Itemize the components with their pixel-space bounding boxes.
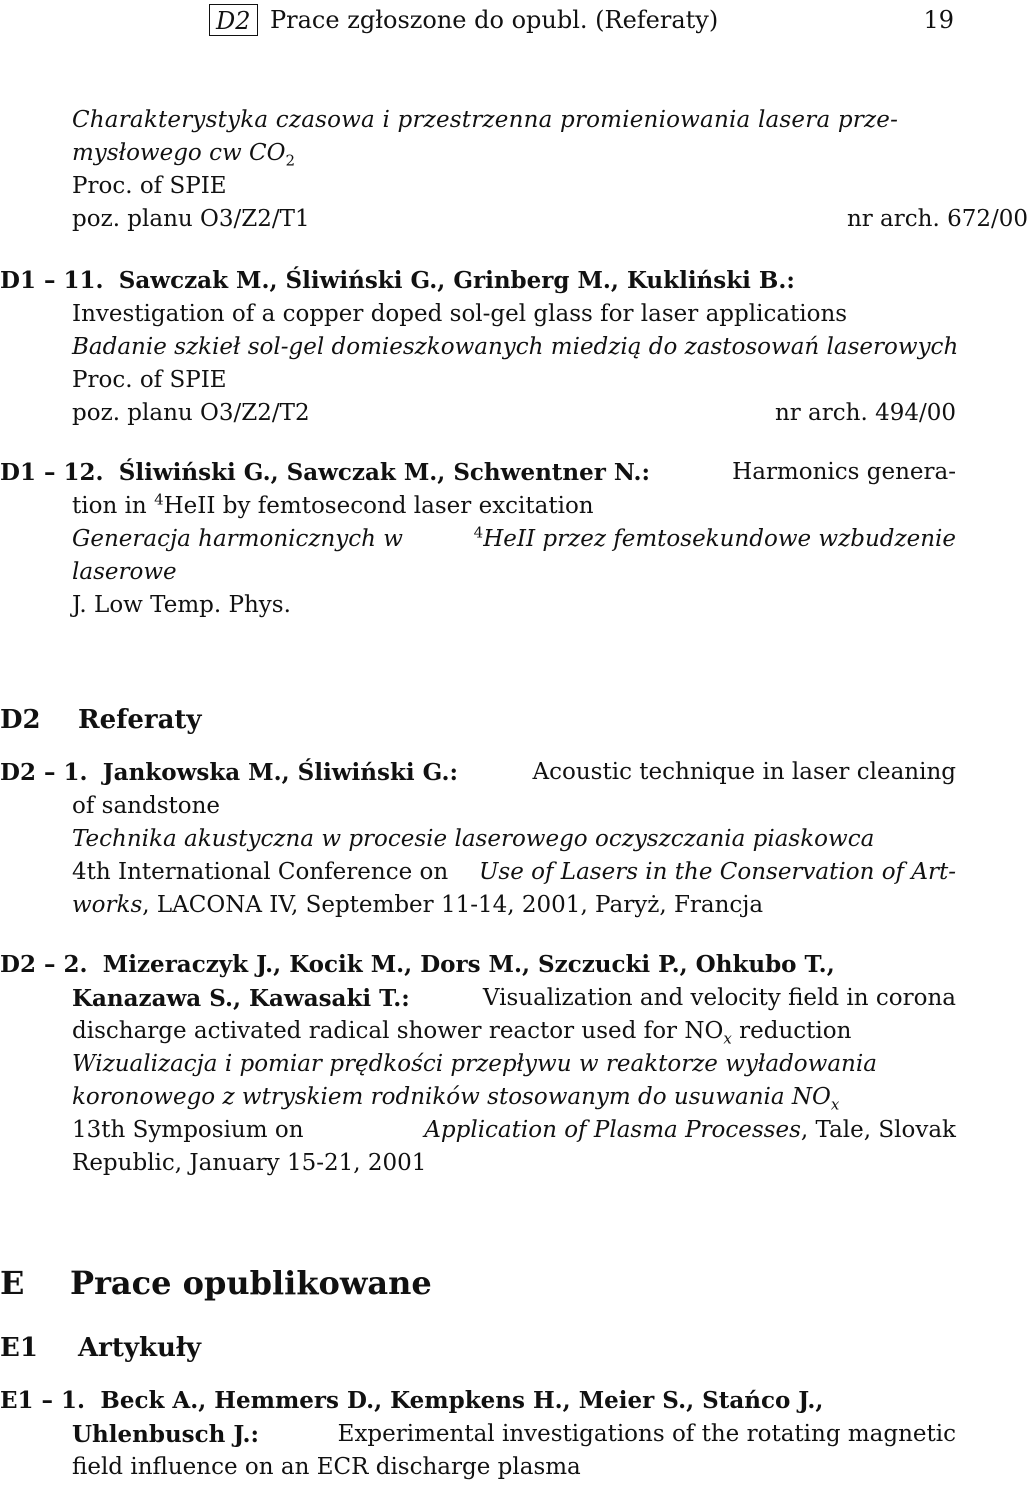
entry-plan-archive xyxy=(72,203,1028,236)
entry-conference-cont: Republic, January 15-21, 2001 xyxy=(72,1150,427,1176)
running-header xyxy=(0,2,960,42)
section-number: D2 xyxy=(0,705,41,735)
entry-title-en-cont: field influence on an ECR discharge plasma xyxy=(72,1454,581,1480)
entry-d2-2 xyxy=(0,948,956,1180)
entry-title-pl-cont: mysłowego cw $CO_2$ xyxy=(72,140,295,170)
entry-title-pl: Badanie szkieł sol-gel domieszkowanych miedzią do zastosowań laserowych xyxy=(72,334,959,360)
header-title: Prace zgłoszone do opubl. (Referaty) xyxy=(270,6,719,34)
entry-title-en: Experimental investigations of the rotating magnetic xyxy=(337,1421,956,1447)
entry-label: D1 – 11. xyxy=(0,267,104,294)
entry-label: D2 – 1. xyxy=(0,759,88,786)
archive-number: nr arch. 672/00 xyxy=(846,206,1028,232)
entry-title-pl: Charakterystyka czasowa i przestrzenna promieniowania lasera prze- xyxy=(72,107,899,133)
entry-conference: 4th International Conference on Use of Lasers in the Conservation of Art- xyxy=(72,859,956,885)
entry-title-en: Harmonics genera- xyxy=(732,459,956,485)
entry-title-pl: Generacja harmonicznych w $^4$HeII przez femtosekundowe wzbudzenie xyxy=(72,523,956,552)
entry-venue: Proc. of SPIE xyxy=(72,173,227,199)
entry-d2-1 xyxy=(0,756,956,922)
section-heading-e xyxy=(0,1263,432,1303)
continued-entry xyxy=(0,104,1028,236)
entry-title-en-cont: of sandstone xyxy=(72,793,221,819)
entry-title-pl-cont: laserowe xyxy=(72,559,177,585)
archive-number: nr arch. 494/00 xyxy=(774,400,956,426)
entry-conference-cont: works, LACONA IV, September 11-14, 2001, Paryż, Francja xyxy=(72,892,764,918)
section-title: Referaty xyxy=(78,705,202,735)
entry-e1-1 xyxy=(0,1384,956,1484)
entry-title-pl: Technika akustyczna w procesie laserowego oczyszczania piaskowca xyxy=(72,826,875,852)
entry-label: E1 – 1. xyxy=(0,1387,86,1414)
section-code-box: D2 xyxy=(209,4,258,36)
entry-title-en: Visualization and velocity field in corona xyxy=(482,985,956,1011)
entry-authors: Jankowska M., Śliwiński G.: xyxy=(102,759,458,786)
entry-title-en: Investigation of a copper doped sol-gel glass for laser applications xyxy=(72,301,848,327)
entry-venue: J. Low Temp. Phys. xyxy=(72,592,291,618)
entry-label: D1 – 12. xyxy=(0,459,104,486)
entry-d1-12 xyxy=(0,456,956,622)
entry-authors-cont: Kanazawa S., Kawasaki T.: xyxy=(72,985,410,1012)
section-title: Artykuły xyxy=(78,1333,202,1363)
section-heading-d2 xyxy=(0,703,202,737)
entry-conference: 13th Symposium on Application of Plasma Processes, Tale, Slovak xyxy=(72,1117,956,1143)
entry-authors: Śliwiński G., Sawczak M., Schwentner N.: xyxy=(118,459,650,486)
entry-venue: Proc. of SPIE xyxy=(72,367,227,393)
page-number: 19 xyxy=(923,6,954,34)
entry-title-en-cont: discharge activated radical shower reactor used for $NO_x$ reduction xyxy=(72,1018,852,1048)
entry-plan-archive xyxy=(72,397,956,430)
entry-authors: Mizeraczyk J., Kocik M., Dors M., Szczucki P., Ohkubo T., xyxy=(102,951,835,978)
entry-title-pl: Wizualizacja i pomiar prędkości przepływu w reaktorze wyładowania xyxy=(72,1051,877,1077)
entry-authors: Sawczak M., Śliwiński G., Grinberg M., Kukliński B.: xyxy=(118,267,795,294)
section-title: Prace opublikowane xyxy=(70,1264,432,1302)
entry-authors: Beck A., Hemmers D., Kempkens H., Meier S., Stańco J., xyxy=(100,1387,824,1414)
entry-d1-11 xyxy=(0,264,959,430)
entry-title-en: Acoustic technique in laser cleaning xyxy=(532,759,956,785)
entry-title-pl-cont: koronowego z wtryskiem rodników stosowanym do usuwania $NO_x$ xyxy=(72,1084,840,1114)
plan-number: poz. planu O3/Z2/T2 xyxy=(72,400,310,426)
section-number: E xyxy=(0,1264,25,1302)
plan-number: poz. planu O3/Z2/T1 xyxy=(72,206,310,232)
entry-label: D2 – 2. xyxy=(0,951,88,978)
section-heading-e1 xyxy=(0,1331,202,1365)
entry-authors-cont: Uhlenbusch J.: xyxy=(72,1421,259,1448)
entry-title-en-cont: tion in $^4$HeII by femtosecond laser excitation xyxy=(72,490,594,519)
section-number: E1 xyxy=(0,1333,38,1363)
